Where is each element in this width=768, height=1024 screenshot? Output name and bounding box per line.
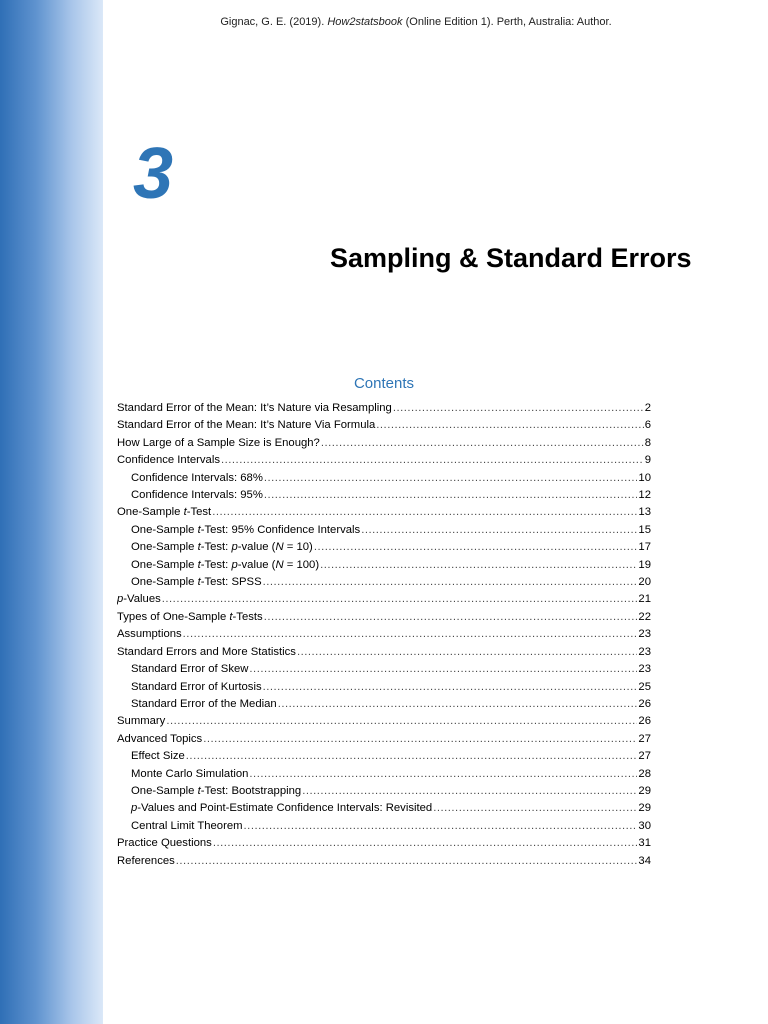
toc-entry-title [131,522,360,539]
toc-dot-leader [433,800,637,817]
toc-entry-title-part: How Large of a Sample Size is Enough? [117,436,320,449]
toc-entry[interactable] [117,591,651,608]
toc-entry-title [117,417,375,434]
toc-page-number: 22 [638,610,651,623]
toc-entry-title-part: -value ( [237,541,276,554]
toc-entry[interactable] [117,661,651,678]
toc-entry-title-part: Standard Error of the Mean: It’s Nature Via Formula [117,419,376,432]
toc-entry-title-part: Central Limit Theorem [131,819,243,832]
toc-entry-title [131,574,262,591]
toc-entry-title-part: -Values [123,593,161,606]
toc-entry-title-part: = 100) [283,558,320,571]
toc-entry[interactable] [117,748,651,765]
toc-entry[interactable] [117,452,651,469]
toc-entry-title-part: p [117,593,124,606]
toc-entry-title [117,731,202,748]
toc-dot-leader [212,504,637,521]
toc-entry[interactable] [117,626,651,643]
toc-entry[interactable] [117,539,651,556]
toc-page-number: 8 [644,436,651,449]
toc-entry-title-part: References [117,854,175,867]
toc-page-number: 25 [638,680,651,693]
toc-dot-leader [221,452,644,469]
toc-entry[interactable] [117,504,651,521]
toc-entry-title-part: Summary [117,715,166,728]
toc-page-number: 9 [644,454,651,467]
toc-dot-leader [263,679,638,696]
toc-page-number: 30 [638,819,651,832]
toc-entry-title-part: One-Sample [117,506,184,519]
toc-page-number: 31 [638,837,651,850]
toc-entry[interactable] [117,609,651,626]
toc-dot-leader [264,470,638,487]
toc-entry-title [131,661,248,678]
toc-entry-title [131,766,248,783]
toc-entry[interactable] [117,713,651,730]
toc-entry-title-part: Monte Carlo Simulation [131,767,249,780]
toc-entry-title-part: -Test: [200,558,232,571]
toc-entry[interactable] [117,731,651,748]
toc-dot-leader [376,417,643,434]
toc-entry-title [117,644,296,661]
toc-entry-title-part: t [229,610,233,623]
toc-page-number: 27 [638,732,651,745]
toc-entry[interactable] [117,574,651,591]
toc-dot-leader [203,731,637,748]
toc-page-number: 10 [638,471,651,484]
toc-entry-title [131,539,313,556]
toc-entry-title-part: t [183,506,187,519]
toc-page-number: 23 [638,628,651,641]
toc-entry-title-part: One-Sample [131,558,198,571]
toc-dot-leader [278,696,638,713]
toc-entry-title [117,853,175,870]
toc-entry-title-part: Effect Size [131,750,185,763]
toc-entry-title-part: t [197,576,201,589]
toc-dot-leader [264,609,638,626]
toc-entry-title-part: p [231,558,238,571]
toc-entry-title-part: One-Sample [131,784,198,797]
toc-page-number: 12 [638,489,651,502]
chapter-number: 3 [133,134,174,214]
toc-page-number: 23 [638,645,651,658]
toc-page-number: 29 [638,784,651,797]
toc-entry-title-part: Standard Errors and More Statistics [117,645,296,658]
toc-entry-title-part: Confidence Intervals: 95% [131,489,263,502]
toc-dot-leader [302,783,637,800]
toc-entry-title [131,783,301,800]
toc-entry-title-part: -Values and Point-Estimate Confidence Intervals: Revisited [137,802,433,815]
toc-page-number: 19 [638,558,651,571]
toc-entry-title-part: = 10) [283,541,313,554]
toc-entry[interactable] [117,522,651,539]
toc-entry-title-part: N [275,541,284,554]
toc-dot-leader [166,713,637,730]
toc-dot-leader [361,522,637,539]
chapter-title: Sampling & Standard Errors [330,243,692,273]
table-of-contents [117,400,651,870]
toc-entry-title-part: p [231,541,238,554]
toc-entry-title [117,452,220,469]
toc-dot-leader [186,748,638,765]
toc-entry-title [117,435,320,452]
toc-entry-title [117,609,263,626]
toc-entry[interactable] [117,800,651,817]
toc-dot-leader [263,574,638,591]
toc-dot-leader [244,818,638,835]
page-header-citation [110,16,722,28]
toc-entry-title-part: t [197,558,201,571]
toc-entry[interactable] [117,766,651,783]
toc-entry-title-part: -Test: 95% Confidence Intervals [200,523,361,536]
toc-entry[interactable] [117,818,651,835]
decorative-sidebar [0,0,103,1024]
toc-page-number: 15 [638,523,651,536]
toc-entry-title [117,400,392,417]
toc-page-number: 26 [638,697,651,710]
toc-entry-title [131,487,263,504]
toc-entry-title-part: t [197,541,201,554]
toc-entry-title [131,748,185,765]
toc-entry-title-part: p [131,802,138,815]
toc-entry-title-part: -Test [186,506,212,519]
toc-entry-title-part: -value ( [237,558,276,571]
toc-page-number: 21 [638,593,651,606]
contents-heading: Contents [353,375,415,392]
citation-suffix: (Online Edition 1). Perth, Australia: Author. [402,16,612,28]
toc-entry[interactable] [117,557,651,574]
toc-entry[interactable] [117,853,651,870]
toc-dot-leader [297,644,637,661]
toc-page-number: 2 [644,402,651,414]
toc-entry[interactable] [117,435,651,452]
toc-entry-title-part: -Test: Bootstrapping [200,784,302,797]
toc-entry-title [131,679,262,696]
toc-dot-leader [162,591,638,608]
toc-entry[interactable] [117,696,651,713]
toc-page-number: 29 [638,802,651,815]
toc-entry-title-part: Types of One-Sample [117,610,230,623]
toc-entry-title [131,818,243,835]
toc-entry-title-part: One-Sample [131,523,198,536]
citation-prefix: Gignac, G. E. (2019). [220,16,328,28]
toc-entry[interactable] [117,835,651,852]
toc-entry-title-part: Confidence Intervals [117,454,220,467]
toc-entry-title-part: -Tests [232,610,263,623]
toc-entry-title-part: t [197,523,201,536]
toc-entry[interactable] [117,679,651,696]
toc-entry-title [117,504,211,521]
toc-entry-title-part: One-Sample [131,541,198,554]
toc-entry[interactable] [117,400,651,417]
toc-entry[interactable] [117,487,651,504]
toc-page-number: 13 [638,506,651,519]
toc-entry[interactable] [117,644,651,661]
toc-dot-leader [213,835,638,852]
toc-dot-leader [264,487,638,504]
toc-entry-title-part: Standard Error of Kurtosis [131,680,262,693]
toc-entry-title-part: Confidence Intervals: 68% [131,471,263,484]
toc-page-number: 26 [638,715,651,728]
toc-entry-title [117,835,212,852]
toc-entry-title [117,626,182,643]
citation-book-title: How2statsbook [327,16,403,28]
toc-dot-leader [176,853,638,870]
toc-entry-title [131,696,277,713]
toc-page-number: 17 [638,541,651,554]
toc-entry-title-part: -Test: SPSS [200,576,262,589]
toc-entry-title-part: Standard Error of the Mean: It’s Nature via Resampling [117,402,392,414]
toc-page-number: 34 [638,854,651,867]
toc-dot-leader [393,400,644,417]
toc-entry-title-part: Standard Error of Skew [131,663,249,676]
toc-entry[interactable] [117,470,651,487]
toc-page-number: 27 [638,750,651,763]
toc-entry-title-part: One-Sample [131,576,198,589]
toc-page-number: 28 [638,767,651,780]
toc-entry-title-part: Practice Questions [117,837,212,850]
toc-entry[interactable] [117,417,651,434]
toc-entry-title-part: Assumptions [117,628,182,641]
toc-dot-leader [321,435,644,452]
toc-entry-title [131,470,263,487]
toc-entry-title-part: t [197,784,201,797]
toc-dot-leader [249,661,637,678]
toc-entry-title-part: Standard Error of the Median [131,697,277,710]
toc-page-number: 20 [638,576,651,589]
toc-page-number: 23 [638,663,651,676]
toc-dot-leader [320,557,637,574]
toc-entry-title-part: Advanced Topics [117,732,203,745]
toc-entry-title [131,800,432,817]
toc-entry-title [131,557,319,574]
toc-dot-leader [249,766,637,783]
toc-entry-title-part: -Test: [200,541,232,554]
toc-entry-title [117,591,161,608]
toc-dot-leader [314,539,638,556]
toc-entry[interactable] [117,783,651,800]
toc-entry-title-part: N [275,558,284,571]
toc-dot-leader [183,626,638,643]
toc-page-number: 6 [644,419,651,432]
toc-entry-title [117,713,165,730]
